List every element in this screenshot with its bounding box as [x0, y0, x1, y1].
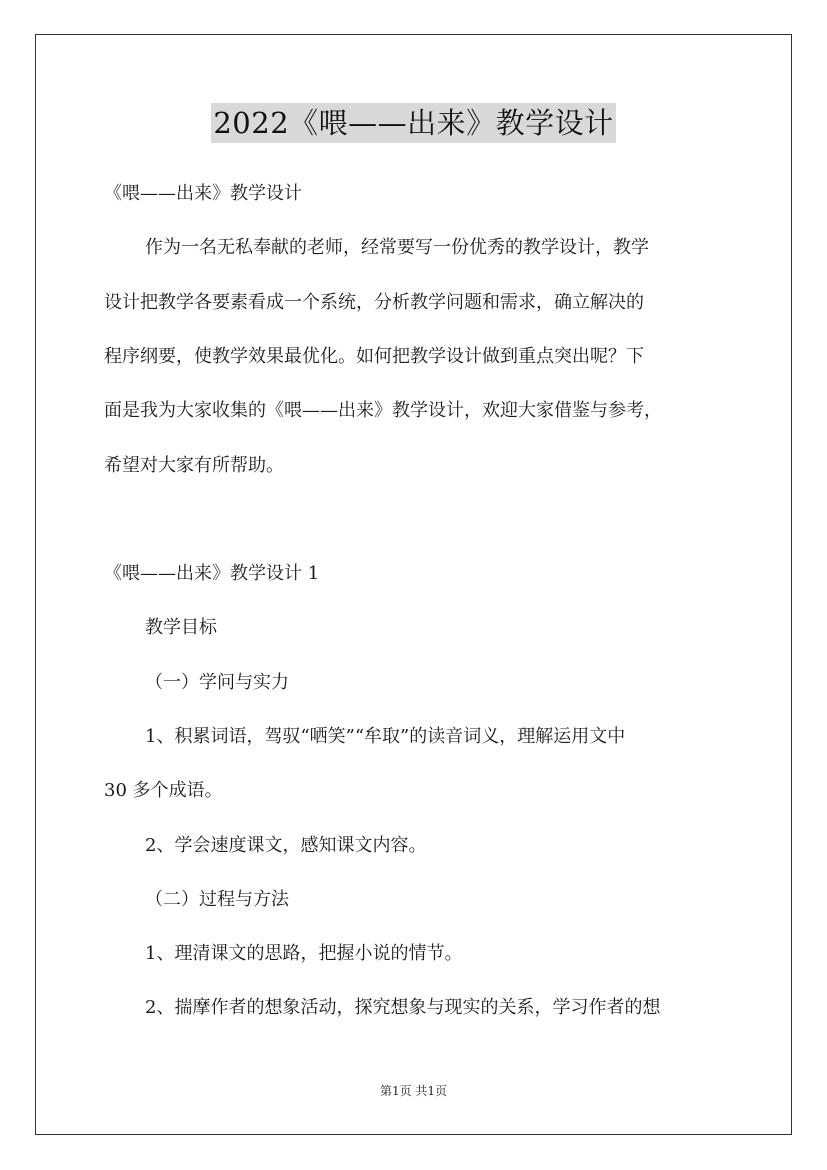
body-line: 1、理清课文的思路，把握小说的情节。 [145, 943, 463, 964]
intro-line: 程序纲要，使教学效果最优化。如何把教学设计做到重点突出呢？下 [104, 346, 644, 367]
intro-line: 设计把教学各要素看成一个系统，分析教学问题和需求，确立解决的 [104, 292, 644, 313]
title-container [0, 103, 827, 143]
section-heading: 《喂——出来》教学设计 1 [104, 563, 320, 584]
body-line: 2、揣摩作者的想象活动，探究想象与现实的关系，学习作者的想 [145, 997, 661, 1018]
document-title: 2022《喂——出来》教学设计 [211, 103, 615, 143]
body-line: （二）过程与方法 [145, 889, 289, 910]
body-line: 2、学会速度课文，感知课文内容。 [145, 835, 427, 856]
intro-line: 希望对大家有所帮助。 [104, 455, 284, 476]
page-footer: 第1页 共1页 [379, 1084, 448, 1098]
body-line: 1、积累词语，驾驭“哂笑”“牟取”的读音词义，理解运用文中 [145, 726, 626, 747]
intro-line: 面是我为大家收集的《喂——出来》教学设计，欢迎大家借鉴与参考， [104, 400, 662, 421]
body-line: （一）学问与实力 [145, 672, 289, 693]
body-line: 30 多个成语。 [104, 780, 223, 801]
document-subtitle: 《喂——出来》教学设计 [104, 183, 302, 204]
intro-line: 作为一名无私奉献的老师，经常要写一份优秀的教学设计，教学 [145, 237, 649, 258]
body-line: 教学目标 [145, 617, 217, 638]
